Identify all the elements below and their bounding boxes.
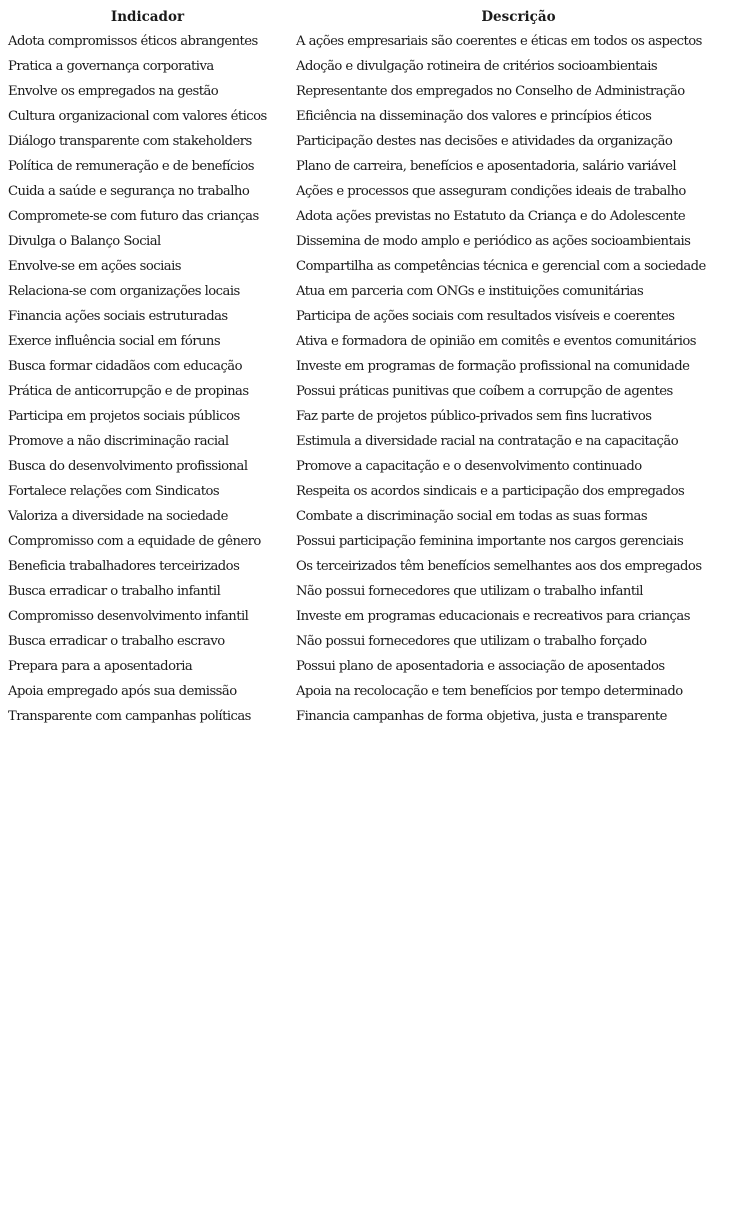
description-cell: Eficiência na disseminação dos valores e princípios éticos <box>296 109 652 124</box>
table-row <box>0 304 742 329</box>
description-cell: Participa de ações sociais com resultados visíveis e coerentes <box>296 309 675 324</box>
header-indicator: Indicador <box>110 9 185 25</box>
table-row <box>0 504 742 529</box>
description-cell: Possui plano de aposentadoria e associação de aposentados <box>296 659 665 674</box>
description-cell: Compartilha as competências técnica e gerencial com a sociedade <box>296 259 706 274</box>
description-cell: Adota ações previstas no Estatuto da Criança e do Adolescente <box>296 209 686 224</box>
description-cell: Dissemina de modo amplo e periódico as ações socioambientais <box>296 234 691 249</box>
table-row <box>0 54 742 79</box>
description-cell: Adoção e divulgação rotineira de critérios socioambientais <box>296 59 658 74</box>
description-cell: Não possui fornecedores que utilizam o trabalho infantil <box>296 584 643 599</box>
description-cell: Promove a capacitação e o desenvolvimento continuado <box>296 459 642 474</box>
description-cell: Faz parte de projetos público-privados sem fins lucrativos <box>296 409 652 424</box>
description-cell: Plano de carreira, benefícios e aposentadoria, salário variável <box>296 159 677 174</box>
indicator-cell: Envolve os empregados na gestão <box>8 84 219 99</box>
description-cell: Possui práticas punitivas que coíbem a corrupção de agentes <box>296 384 673 399</box>
table-row <box>0 479 742 504</box>
indicator-cell: Fortalece relações com Sindicatos <box>8 484 220 499</box>
indicator-cell: Relaciona-se com organizações locais <box>8 284 240 299</box>
table-row <box>0 29 742 54</box>
indicator-cell: Diálogo transparente com stakeholders <box>8 134 252 149</box>
indicator-cell: Compromisso com a equidade de gênero <box>8 534 261 549</box>
indicator-cell: Busca erradicar o trabalho escravo <box>8 634 225 649</box>
table-row <box>0 629 742 654</box>
description-cell: Investe em programas de formação profissional na comunidade <box>296 359 690 374</box>
table-row <box>0 104 742 129</box>
description-cell: Ativa e formadora de opinião em comitês e eventos comunitários <box>296 334 696 349</box>
table-row <box>0 429 742 454</box>
indicator-cell: Prepara para a aposentadoria <box>8 659 193 674</box>
table-row <box>0 204 742 229</box>
table-row <box>0 254 742 279</box>
table-row <box>0 229 742 254</box>
table-row <box>0 604 742 629</box>
description-cell: Estimula a diversidade racial na contratação e na capacitação <box>296 434 679 449</box>
table-body <box>0 29 742 729</box>
table-row <box>0 179 742 204</box>
description-cell: Combate a discriminação social em todas as suas formas <box>296 509 648 524</box>
description-cell: Investe em programas educacionais e recreativos para crianças <box>296 609 690 624</box>
table-row <box>0 554 742 579</box>
indicator-cell: Compromete-se com futuro das crianças <box>8 209 259 224</box>
indicator-cell: Transparente com campanhas políticas <box>8 709 251 724</box>
indicator-cell: Busca formar cidadãos com educação <box>8 359 242 374</box>
indicator-cell: Política de remuneração e de benefícios <box>8 159 254 174</box>
table-row <box>0 704 742 729</box>
indicator-cell: Valoriza a diversidade na sociedade <box>8 509 228 524</box>
indicator-cell: Apoia empregado após sua demissão <box>8 684 237 699</box>
table-row <box>0 154 742 179</box>
description-cell: A ações empresariais são coerentes e éticas em todos os aspectos <box>296 34 702 49</box>
indicator-cell: Compromisso desenvolvimento infantil <box>8 609 249 624</box>
indicator-cell: Exerce influência social em fóruns <box>8 334 221 349</box>
indicator-cell: Beneficia trabalhadores terceirizados <box>8 559 240 574</box>
indicator-cell: Promove a não discriminação racial <box>8 434 229 449</box>
indicator-cell: Divulga o Balanço Social <box>8 234 161 249</box>
indicator-cell: Envolve-se em ações sociais <box>8 259 181 274</box>
indicator-cell: Busca erradicar o trabalho infantil <box>8 584 221 599</box>
description-cell: Representante dos empregados no Conselho de Administração <box>296 84 685 99</box>
description-cell: Não possui fornecedores que utilizam o trabalho forçado <box>296 634 647 649</box>
description-cell: Possui participação feminina importante nos cargos gerenciais <box>296 534 684 549</box>
description-cell: Respeita os acordos sindicais e a participação dos empregados <box>296 484 685 499</box>
indicator-cell: Financia ações sociais estruturadas <box>8 309 228 324</box>
table-row <box>0 404 742 429</box>
indicator-cell: Adota compromissos éticos abrangentes <box>8 34 258 49</box>
table-row <box>0 579 742 604</box>
table-row <box>0 354 742 379</box>
description-cell: Ações e processos que asseguram condições ideais de trabalho <box>296 184 686 199</box>
description-cell: Apoia na recolocação e tem benefícios por tempo determinado <box>296 684 683 699</box>
description-cell: Financia campanhas de forma objetiva, justa e transparente <box>296 709 667 724</box>
table-row <box>0 454 742 479</box>
table-header-row <box>0 5 742 29</box>
header-description: Descrição <box>481 9 556 25</box>
table-row <box>0 329 742 354</box>
table-row <box>0 654 742 679</box>
indicator-cell: Busca do desenvolvimento profissional <box>8 459 248 474</box>
table-row <box>0 279 742 304</box>
description-cell: Participação destes nas decisões e atividades da organização <box>296 134 673 149</box>
table-row <box>0 679 742 704</box>
indicator-cell: Participa em projetos sociais públicos <box>8 409 240 424</box>
table-row <box>0 129 742 154</box>
indicators-table <box>0 5 742 729</box>
indicator-cell: Cuida a saúde e segurança no trabalho <box>8 184 250 199</box>
description-cell: Atua em parceria com ONGs e instituições comunitárias <box>296 284 644 299</box>
table-row <box>0 379 742 404</box>
table-row <box>0 79 742 104</box>
table-row <box>0 529 742 554</box>
indicator-cell: Cultura organizacional com valores éticos <box>8 109 267 124</box>
indicator-cell: Prática de anticorrupção e de propinas <box>8 384 249 399</box>
description-cell: Os terceirizados têm benefícios semelhantes aos dos empregados <box>296 559 702 574</box>
indicator-cell: Pratica a governança corporativa <box>8 59 214 74</box>
